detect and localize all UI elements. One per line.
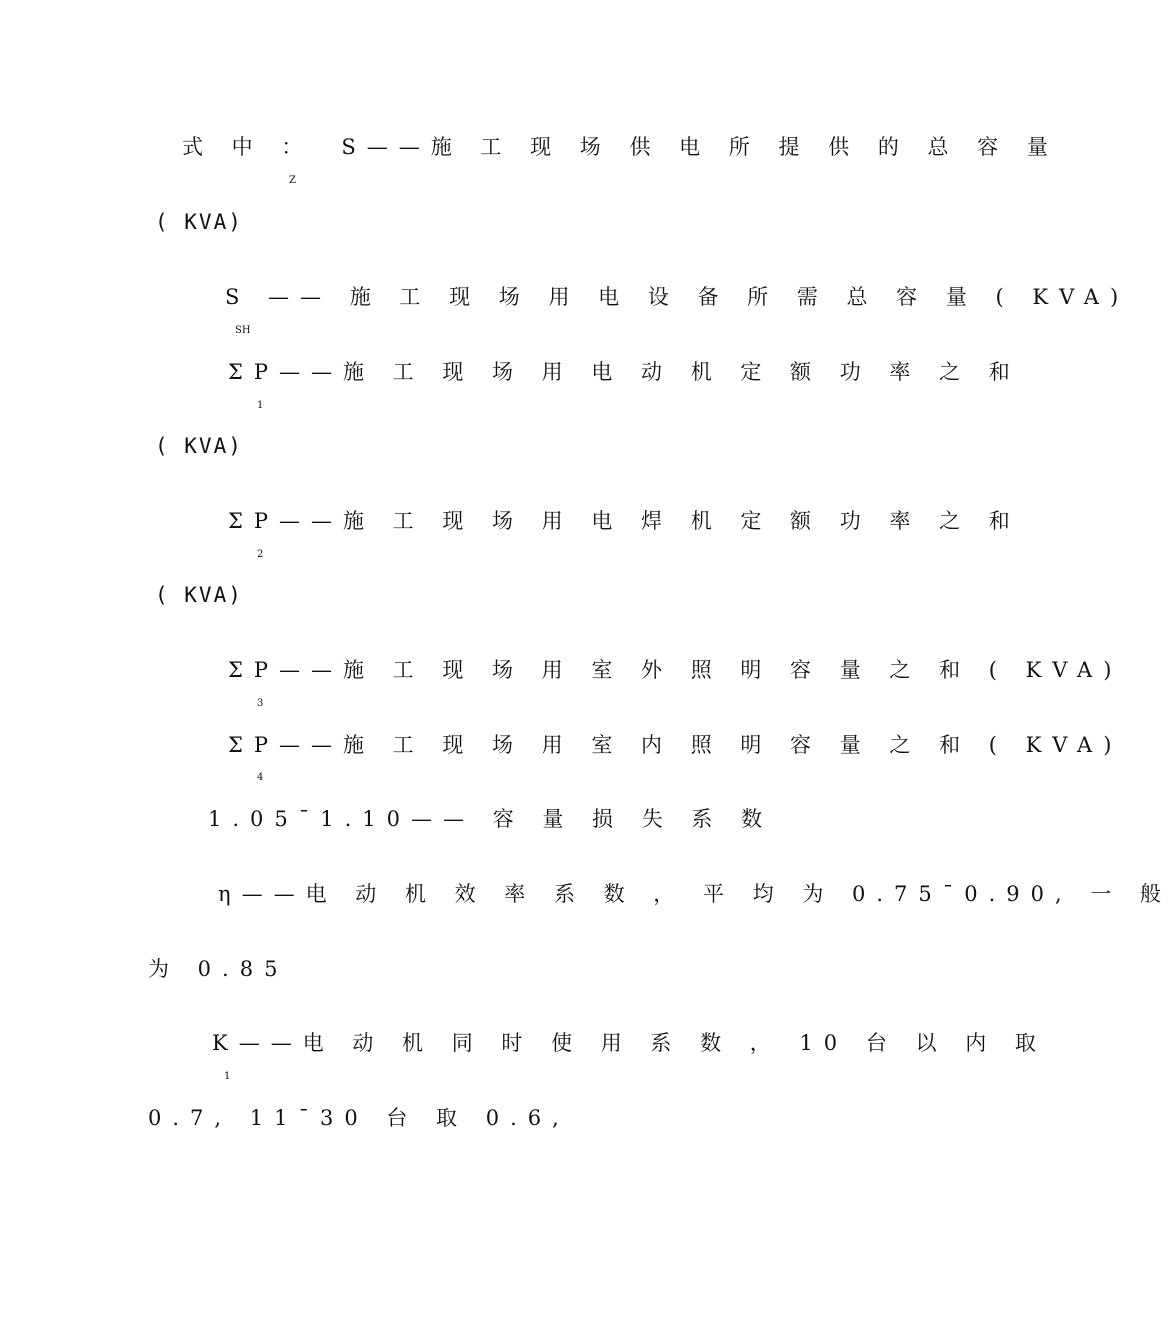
definition-p4: ΣP——施 工 现 场 用 室 内 照 明 容 量 之 和 ( KVA) <box>228 733 1123 757</box>
subscript-2: 2 <box>257 549 264 560</box>
subscript-z: Z <box>289 175 296 186</box>
definition-p2: ΣP——施 工 现 场 用 电 焊 机 定 额 功 率 之 和 <box>228 509 1021 533</box>
subscript-k1: 1 <box>224 1071 231 1082</box>
subscript-sh: SH <box>235 325 251 336</box>
definition-eta: η——电 动 机 效 率 系 数 ， 平 均 为 0.75¯0.90, 一 般 <box>218 882 1172 906</box>
subscript-1: 1 <box>257 400 264 411</box>
definition-sz-text: S——施 工 现 场 供 电 所 提 供 的 总 容 量 <box>341 135 1059 159</box>
eta-typical-value: 为 0.85 <box>148 957 289 981</box>
definition-k1: K——电 动 机 同 时 使 用 系 数 ， 10 台 以 内 取 <box>212 1031 1047 1055</box>
k1-values: 0.7, 11¯30 台 取 0.6, <box>148 1106 570 1130</box>
unit-kva-3: ( KVA) <box>155 583 243 607</box>
definition-p3: ΣP——施 工 现 场 用 室 外 照 明 容 量 之 和 ( KVA) <box>228 658 1123 682</box>
subscript-3: 3 <box>257 698 264 709</box>
definition-p1: ΣP——施 工 现 场 用 电 动 机 定 额 功 率 之 和 <box>228 360 1021 384</box>
definition-sz <box>182 137 1059 158</box>
definition-loss-coefficient: 1.05¯1.10—— 容 量 损 失 系 数 <box>208 807 774 831</box>
unit-kva-1: ( KVA) <box>155 210 243 234</box>
definition-ssh: S —— 施 工 现 场 用 电 设 备 所 需 总 容 量 ( KVA) <box>225 285 1130 309</box>
unit-kva-2: ( KVA) <box>155 434 243 458</box>
formula-intro: 式 中 ： <box>182 135 314 159</box>
subscript-4: 4 <box>257 772 264 783</box>
